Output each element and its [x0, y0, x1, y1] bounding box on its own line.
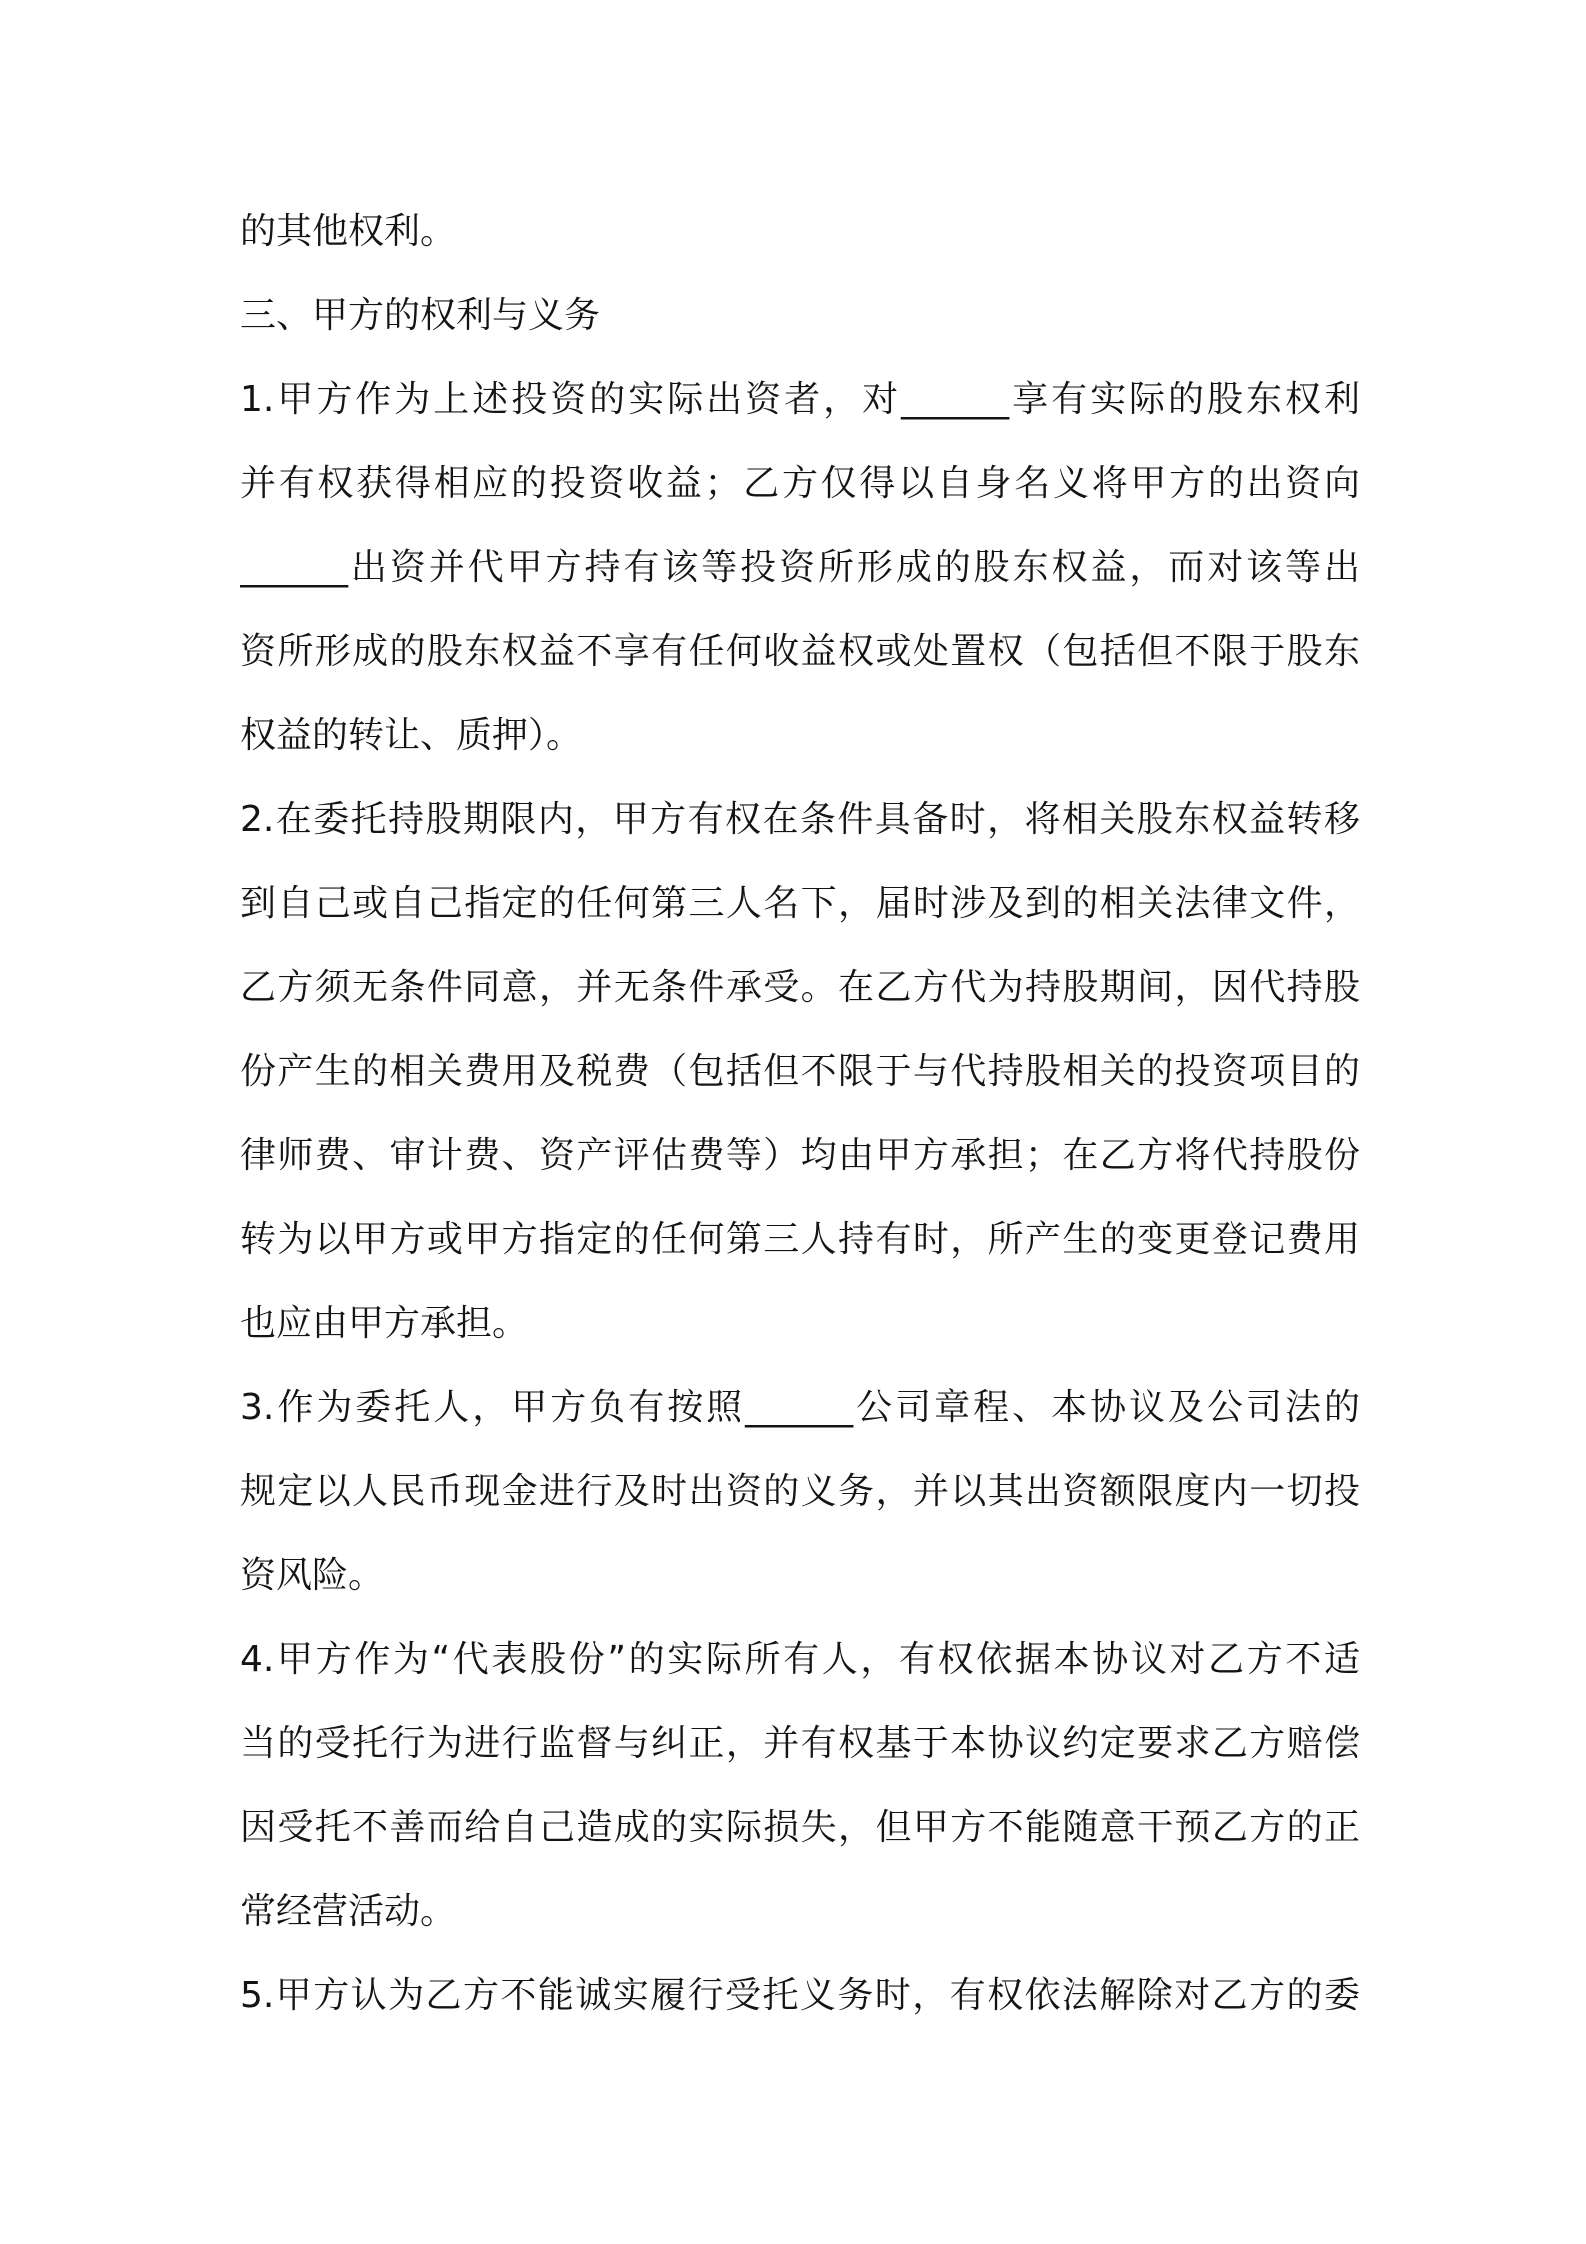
- text-line: 规定以人民币现金进行及时出资的义务，并以其出资额限度内一切投: [240, 1471, 1360, 1512]
- text-line: 份产生的相关费用及税费（包括但不限于与代持股相关的投资项目的: [240, 1051, 1360, 1092]
- text-line: 4.甲方作为“代表股份”的实际所有人，有权依据本协议对乙方不适: [240, 1639, 1360, 1680]
- text-line: 的其他权利。: [240, 211, 457, 252]
- text-line: 并有权获得相应的投资收益；乙方仅得以自身名义将甲方的出资向: [240, 463, 1360, 504]
- text-line: 1.甲方作为上述投资的实际出资者，对______享有实际的股东权利: [240, 379, 1360, 420]
- text-line: 3.作为委托人，甲方负有按照______公司章程、本协议及公司法的: [240, 1387, 1360, 1428]
- text-line: 权益的转让、质押）。: [240, 715, 583, 756]
- text-line: 资所形成的股东权益不享有任何收益权或处置权（包括但不限于股东: [240, 631, 1360, 672]
- text-line: ______出资并代甲方持有该等投资所形成的股东权益，而对该等出: [240, 547, 1360, 588]
- text-line: 因受托不善而给自己造成的实际损失，但甲方不能随意干预乙方的正: [240, 1807, 1360, 1848]
- text-line: 5.甲方认为乙方不能诚实履行受托义务时，有权依法解除对乙方的委: [240, 1975, 1360, 2016]
- text-line: 常经营活动。: [240, 1891, 457, 1932]
- text-line: 律师费、审计费、资产评估费等）均由甲方承担；在乙方将代持股份: [240, 1135, 1360, 1176]
- text-line: 乙方须无条件同意，并无条件承受。在乙方代为持股期间，因代持股: [240, 967, 1360, 1008]
- document-body: [240, 190, 1360, 2038]
- text-line: 转为以甲方或甲方指定的任何第三人持有时，所产生的变更登记费用: [240, 1219, 1360, 1260]
- text-line: 到自己或自己指定的任何第三人名下，届时涉及到的相关法律文件，: [240, 883, 1360, 924]
- section-heading: 三、甲方的权利与义务: [240, 295, 601, 336]
- text-line: 当的受托行为进行监督与纠正，并有权基于本协议约定要求乙方赔偿: [240, 1723, 1360, 1764]
- text-line: 2.在委托持股期限内，甲方有权在条件具备时，将相关股东权益转移: [240, 799, 1360, 840]
- text-line: 也应由甲方承担。: [240, 1303, 529, 1344]
- text-line: 资风险。: [240, 1555, 385, 1596]
